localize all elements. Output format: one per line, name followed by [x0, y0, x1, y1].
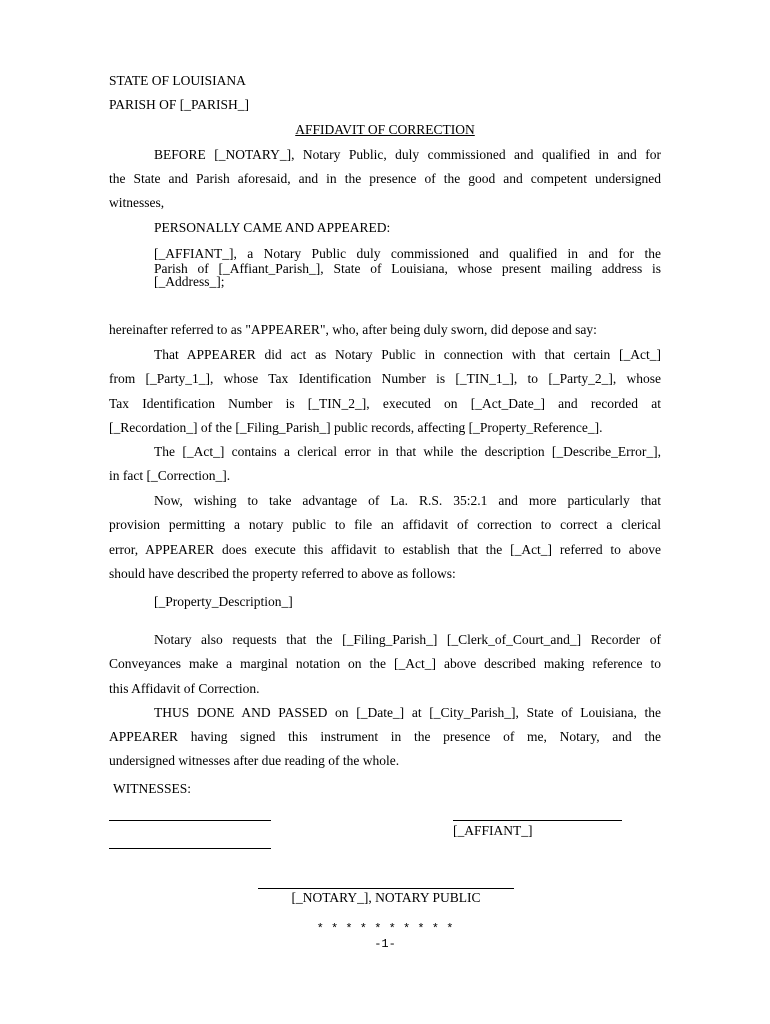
intro-line-1: BEFORE [_NOTARY_], Notary Public, duly commissioned and qualified in and for — [154, 147, 661, 162]
act-line-1: That APPEARER did act as Notary Public in connection with that certain [_Act_] — [154, 347, 661, 362]
witness-1-signature-line — [109, 820, 271, 821]
notary-signature-label: [_NOTARY_], NOTARY PUBLIC — [291, 890, 481, 905]
affiant-line-3: [_Address_]; — [154, 274, 225, 289]
notary-line-1: Notary also requests that the [_Filing_Parish_] [_Clerk_of_Court_and_] Recorder of — [154, 632, 661, 647]
act-line-3: Tax Identification Number is [_TIN_2_], executed on [_Act_Date_] and recorded at — [109, 396, 661, 411]
thus-line-3: undersigned witnesses after due reading of the whole. — [109, 753, 400, 768]
now-line-4: should have described the property referred to above as follows: — [109, 566, 456, 581]
parish-heading: PARISH OF [_PARISH_] — [109, 97, 250, 112]
affiant-signature-label: [_AFFIANT_] — [453, 823, 533, 838]
notary-signature-line — [258, 888, 514, 889]
thus-line-2: APPEARER having signed this instrument in the presence of me, Notary, and the — [109, 729, 661, 744]
thus-line-1: THUS DONE AND PASSED on [_Date_] at [_City_Parish_], State of Louisiana, the — [154, 705, 661, 720]
error-line-1: The [_Act_] contains a clerical error in that while the description [_Describe_Error_], — [154, 444, 661, 459]
act-line-2: from [_Party_1_], whose Tax Identification Number is [_TIN_1_], to [_Party_2_], whose — [109, 371, 661, 386]
error-line-2: in fact [_Correction_]. — [109, 468, 231, 483]
document-title: AFFIDAVIT OF CORRECTION — [295, 122, 475, 137]
witness-2-signature-line — [109, 848, 271, 849]
hereinafter-statement: hereinafter referred to as "APPEARER", who, after being duly sworn, did depose and say: — [109, 322, 597, 337]
now-line-1: Now, wishing to take advantage of La. R.S. 35:2.1 and more particularly that — [154, 493, 661, 508]
act-line-4: [_Recordation_] of the [_Filing_Parish_] public records, affecting [_Property_Reference_]. — [109, 420, 603, 435]
affiant-signature-line — [453, 820, 622, 821]
property-description: [_Property_Description_] — [154, 594, 293, 609]
page-number: -1- — [374, 937, 396, 951]
appeared-statement: PERSONALLY CAME AND APPEARED: — [154, 220, 391, 235]
state-heading: STATE OF LOUISIANA — [109, 73, 246, 88]
intro-line-2: the State and Parish aforesaid, and in the presence of the good and competent undersigned — [109, 171, 661, 186]
intro-line-3: witnesses, — [109, 195, 165, 210]
now-line-2: provision permitting a notary public to file an affidavit of correction to correct a clerical — [109, 517, 661, 532]
footer-stars: * * * * * * * * * * — [316, 922, 454, 936]
affiant-line-2: Parish of [_Affiant_Parish_], State of Louisiana, whose present mailing address is — [154, 261, 661, 276]
notary-line-3: this Affidavit of Correction. — [109, 681, 260, 696]
notary-line-2: Conveyances make a marginal notation on the [_Act_] above described making reference to — [109, 656, 661, 671]
witnesses-label: WITNESSES: — [113, 781, 192, 796]
affiant-line-1: [_AFFIANT_], a Notary Public duly commissioned and qualified in and for the — [154, 246, 661, 261]
now-line-3: error, APPEARER does execute this affidavit to establish that the [_Act_] referred to above — [109, 542, 661, 557]
